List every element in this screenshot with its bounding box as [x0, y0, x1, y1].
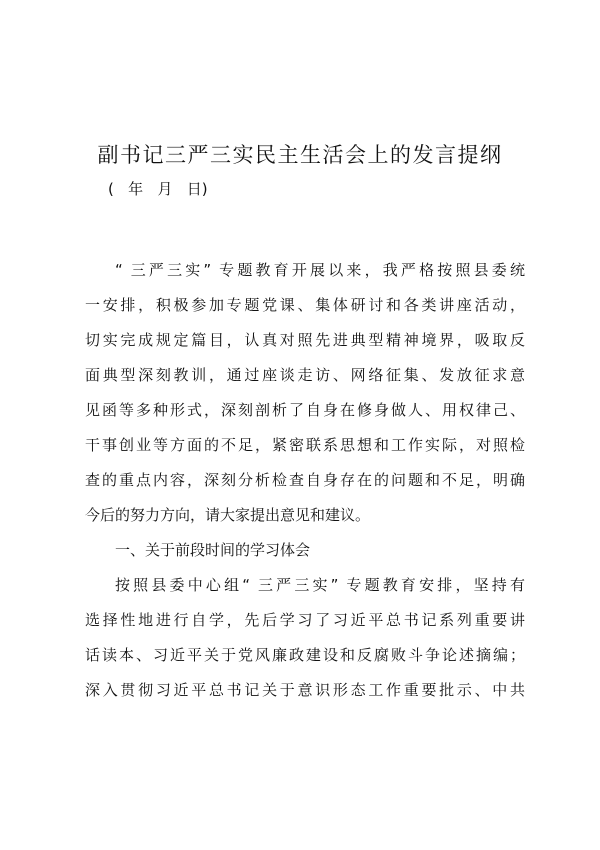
paragraph-line: 选择性地进行自学，先后学习了习近平总书记系列重要讲 [85, 611, 525, 629]
paragraph-line: 干事创业等方面的不足，紧密联系思想和工作实际，对照检 [85, 436, 525, 454]
section-heading: 一、关于前段时间的学习体会 [115, 541, 311, 559]
paragraph-line: 今后的努力方向，请大家提出意见和建议。 [85, 506, 371, 524]
paragraph-line: 见函等多种形式，深刻剖析了自身在修身做人、用权律己、 [85, 401, 525, 419]
paragraph-line: “ 三严三实” 专题教育开展以来，我严格按照县委统 [115, 261, 525, 279]
paragraph-line: 按照县委中心组“ 三严三实” 专题教育安排，坚持有 [115, 576, 525, 594]
paragraph-line: 面典型深刻教训，通过座谈走访、网络征集、发放征求意 [85, 366, 525, 384]
date-line: ( 年 月 日) [108, 180, 208, 198]
paragraph-line: 查的重点内容，深刻分析检查自身存在的问题和不足，明确 [85, 471, 525, 489]
paragraph-line: 深入贯彻习近平总书记关于意识形态工作重要批示、中共 [85, 681, 525, 699]
document-title: 副书记三严三实民主生活会上的发言提纲 [97, 143, 503, 167]
paragraph-line: 一安排，积极参加专题党课、集体研讨和各类讲座活动， [85, 296, 525, 314]
paragraph-line: 切实完成规定篇目，认真对照先进典型精神境界，吸取反 [85, 331, 525, 349]
paragraph-line: 话读本、习近平关于党风廉政建设和反腐败斗争论述摘编； [85, 646, 525, 664]
